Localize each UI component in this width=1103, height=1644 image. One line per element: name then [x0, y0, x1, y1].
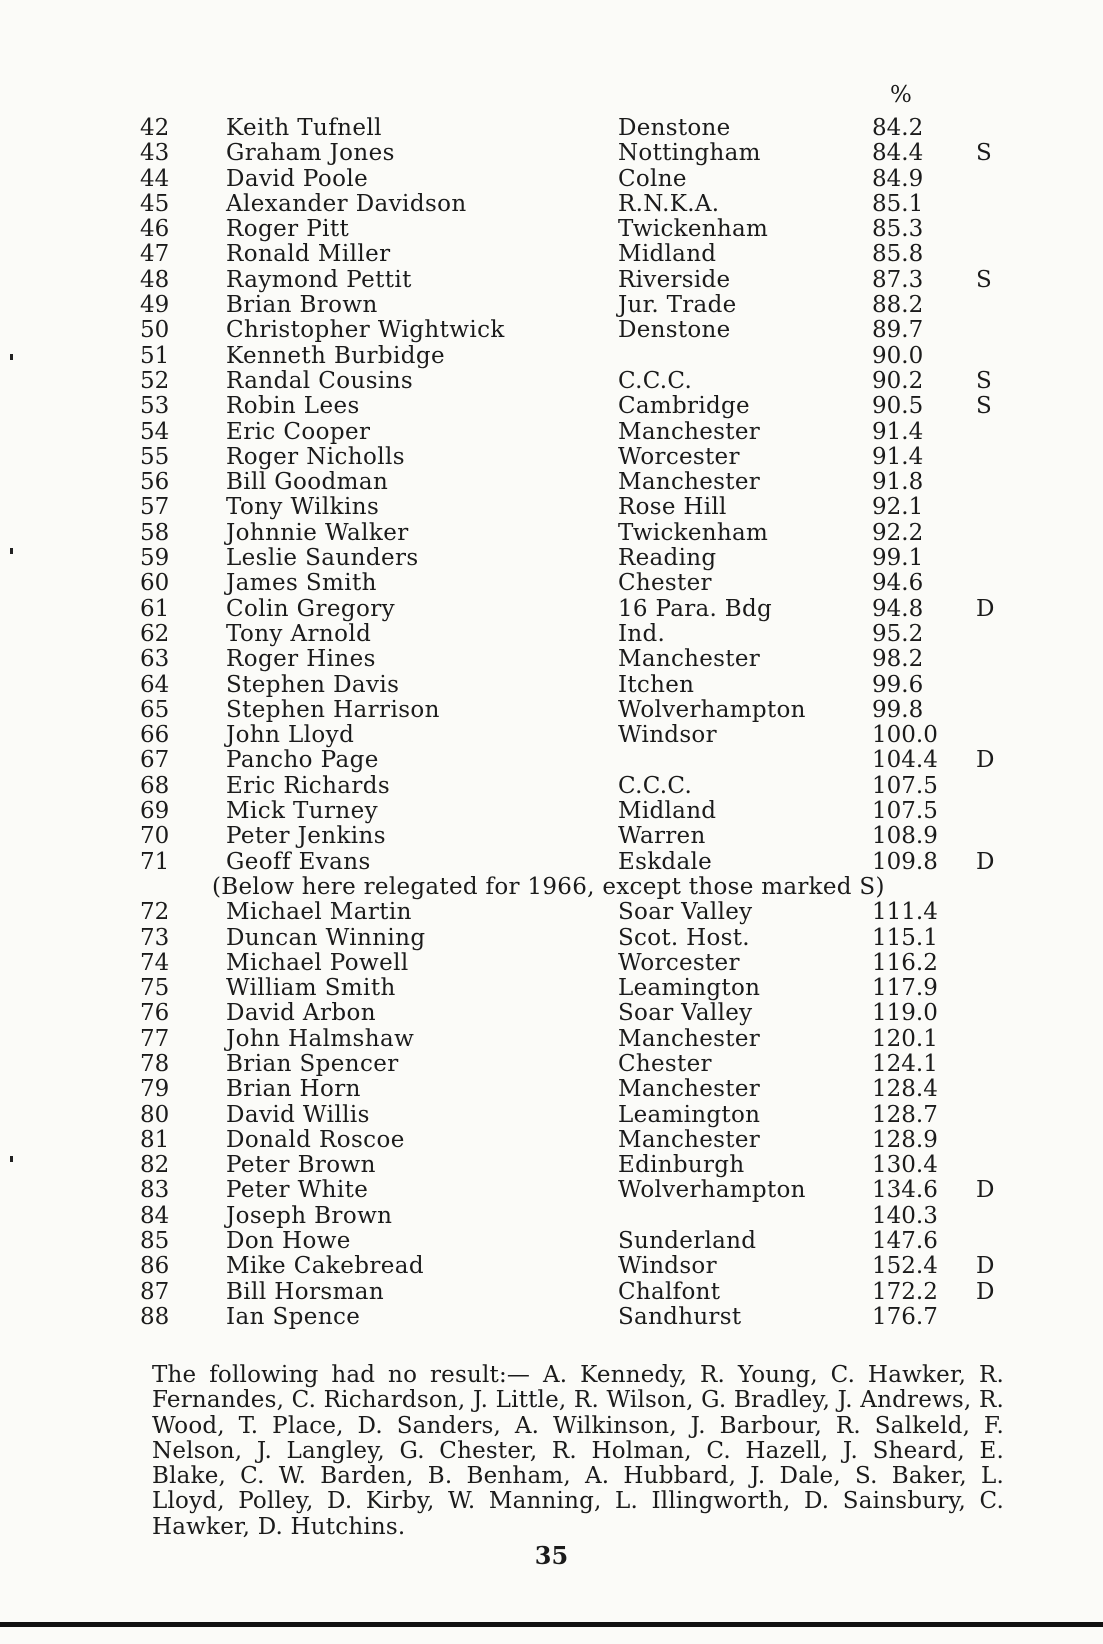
result-row [0, 799, 1103, 824]
competitor-name: Joseph Brown [226, 1202, 393, 1229]
result-row [0, 394, 1103, 419]
club-name: R.N.K.A. [618, 190, 720, 217]
club-name: Rose Hill [618, 494, 727, 521]
score-percent: 109.8 [872, 848, 938, 875]
score-percent: 99.8 [872, 696, 924, 723]
position-number: 81 [140, 1126, 170, 1153]
bottom-rule [0, 1622, 1103, 1627]
position-number: 88 [140, 1303, 170, 1330]
score-percent: 120.1 [872, 1025, 938, 1052]
status-mark: D [976, 1278, 995, 1305]
competitor-name: Mike Cakebread [226, 1253, 424, 1280]
position-number: 52 [140, 367, 170, 394]
position-number: 48 [140, 266, 170, 293]
position-number: 42 [140, 115, 170, 141]
score-percent: 172.2 [872, 1278, 938, 1305]
no-result-paragraph: The following had no result:— A. Kennedy, R. Young, C. Hawker, R. Fernandes, C. Richardson, J. Little, R. Wilson, G. Bradley, J. Andrews, R. Wood, T. Place, D. Sanders, A. Wilkinson, J. Barbour, R. Salkeld, F. Nelson, J. Langley, G. Chester, R. Holman, C. Hazell, J. Sheard, E. Blake, C. W. Barden, B. Benham, A. Hubbard, J. Dale, S. Baker, L. Lloyd, Polley, D. Kirby, W. Manning, L. Illingworth, D. Sainsbury, C. Hawker, D. Hutchins. [152, 1362, 1004, 1540]
position-number: 64 [140, 671, 170, 698]
score-percent: 94.8 [872, 595, 924, 622]
result-row [0, 951, 1103, 976]
score-percent: 134.6 [872, 1177, 938, 1204]
score-percent: 111.4 [872, 899, 938, 926]
club-name: Sandhurst [618, 1303, 742, 1330]
score-percent: 117.9 [872, 975, 938, 1002]
competitor-name: Tony Wilkins [226, 494, 380, 521]
result-row [0, 571, 1103, 596]
club-name: Wolverhampton [618, 696, 806, 723]
result-row [0, 1229, 1103, 1254]
club-name: Manchester [618, 469, 761, 496]
position-number: 82 [140, 1152, 170, 1179]
club-name: Worcester [618, 443, 740, 470]
score-percent: 95.2 [872, 620, 924, 647]
status-mark: D [976, 1177, 995, 1204]
score-percent: 176.7 [872, 1303, 938, 1330]
result-row [0, 242, 1103, 267]
status-mark: S [976, 367, 992, 394]
position-number: 53 [140, 393, 170, 420]
result-row [0, 748, 1103, 773]
club-name: Warren [618, 823, 706, 850]
score-percent: 84.9 [872, 165, 924, 192]
result-row [0, 1254, 1103, 1279]
result-row [0, 369, 1103, 394]
competitor-name: Roger Hines [226, 646, 376, 673]
score-percent: 85.1 [872, 190, 924, 217]
club-name: Nottingham [618, 140, 761, 167]
competitor-name: Bill Horsman [226, 1278, 385, 1305]
competitor-name: Michael Martin [226, 899, 412, 926]
position-number: 51 [140, 342, 170, 369]
club-name: Twickenham [618, 216, 769, 243]
club-name: Midland [618, 241, 717, 268]
club-name: C.C.C. [618, 367, 693, 394]
club-name: Chester [618, 1050, 712, 1077]
result-row [0, 622, 1103, 647]
score-percent: 88.2 [872, 292, 924, 319]
status-mark: D [976, 848, 995, 875]
margin-mark [10, 354, 13, 360]
score-percent: 85.3 [872, 216, 924, 243]
position-number: 74 [140, 949, 170, 976]
club-name: C.C.C. [618, 772, 693, 799]
score-percent: 99.1 [872, 545, 924, 572]
score-percent: 128.9 [872, 1126, 938, 1153]
score-percent: 116.2 [872, 949, 938, 976]
club-name: Reading [618, 545, 717, 572]
position-number: 45 [140, 190, 170, 217]
club-name: Windsor [618, 1253, 717, 1280]
position-number: 87 [140, 1278, 170, 1305]
score-percent: 90.0 [872, 342, 924, 369]
score-percent: 128.4 [872, 1076, 938, 1103]
position-number: 54 [140, 418, 170, 445]
club-name: Wolverhampton [618, 1177, 806, 1204]
competitor-name: Brian Brown [226, 292, 378, 319]
result-row [0, 1077, 1103, 1102]
result-row [0, 192, 1103, 217]
position-number: 70 [140, 823, 170, 850]
result-row [0, 1305, 1103, 1330]
result-row [0, 774, 1103, 799]
position-number: 44 [140, 165, 170, 192]
club-name: Manchester [618, 1126, 761, 1153]
position-number: 79 [140, 1076, 170, 1103]
score-percent: 90.2 [872, 367, 924, 394]
club-name: Denstone [618, 115, 731, 141]
result-row [0, 546, 1103, 571]
position-number: 80 [140, 1101, 170, 1128]
score-percent: 147.6 [872, 1228, 938, 1255]
competitor-name: Alexander Davidson [226, 190, 467, 217]
competitor-name: Michael Powell [226, 949, 409, 976]
score-percent: 98.2 [872, 646, 924, 673]
result-row [0, 673, 1103, 698]
margin-mark [10, 548, 13, 554]
score-percent: 84.2 [872, 115, 924, 141]
position-number: 83 [140, 1177, 170, 1204]
club-name: Itchen [618, 671, 695, 698]
score-percent: 90.5 [872, 393, 924, 420]
position-number: 61 [140, 595, 170, 622]
competitor-name: Ian Spence [226, 1303, 361, 1330]
position-number: 58 [140, 519, 170, 546]
position-number: 50 [140, 317, 170, 344]
score-percent: 92.2 [872, 519, 924, 546]
competitor-name: Stephen Harrison [226, 696, 440, 723]
competitor-name: Brian Spencer [226, 1050, 399, 1077]
result-row [0, 293, 1103, 318]
club-name: Worcester [618, 949, 740, 976]
competitor-name: Roger Pitt [226, 216, 350, 243]
competitor-name: John Halmshaw [226, 1025, 415, 1052]
competitor-name: Tony Arnold [226, 620, 372, 647]
result-row [0, 495, 1103, 520]
score-percent: 94.6 [872, 570, 924, 597]
result-row [0, 470, 1103, 495]
position-number: 43 [140, 140, 170, 167]
competitor-name: Pancho Page [226, 747, 379, 774]
position-number: 66 [140, 722, 170, 749]
margin-mark [10, 1156, 13, 1162]
result-row [0, 420, 1103, 445]
competitor-name: Stephen Davis [226, 671, 400, 698]
score-percent: 87.3 [872, 266, 924, 293]
score-percent: 85.8 [872, 241, 924, 268]
position-number: 56 [140, 469, 170, 496]
club-name: Edinburgh [618, 1152, 745, 1179]
competitor-name: Randal Cousins [226, 367, 414, 394]
score-percent: 107.5 [872, 772, 938, 799]
competitor-name: Duncan Winning [226, 924, 426, 951]
score-percent: 91.4 [872, 443, 924, 470]
competitor-name: Leslie Saunders [226, 545, 419, 572]
result-row [0, 723, 1103, 748]
result-row [0, 1153, 1103, 1178]
competitor-name: John Lloyd [226, 722, 355, 749]
status-mark: D [976, 595, 995, 622]
club-name: Soar Valley [618, 1000, 753, 1027]
result-row [0, 926, 1103, 951]
relegation-note-row [0, 875, 1103, 900]
competitor-name: Eric Richards [226, 772, 391, 799]
score-percent: 91.8 [872, 469, 924, 496]
result-row [0, 141, 1103, 166]
score-percent: 91.4 [872, 418, 924, 445]
score-percent: 119.0 [872, 1000, 938, 1027]
result-row [0, 824, 1103, 849]
score-percent: 107.5 [872, 798, 938, 825]
position-number: 71 [140, 848, 170, 875]
position-number: 63 [140, 646, 170, 673]
position-number: 65 [140, 696, 170, 723]
result-row [0, 647, 1103, 672]
position-number: 69 [140, 798, 170, 825]
competitor-name: Don Howe [226, 1228, 351, 1255]
result-row [0, 1052, 1103, 1077]
score-percent: 140.3 [872, 1202, 938, 1229]
result-row [0, 900, 1103, 925]
relegation-note: (Below here relegated for 1966, except those marked S) [212, 873, 885, 900]
score-percent: 92.1 [872, 494, 924, 521]
club-name: Leamington [618, 1101, 761, 1128]
competitor-name: Graham Jones [226, 140, 395, 167]
position-number: 73 [140, 924, 170, 951]
score-percent: 128.7 [872, 1101, 938, 1128]
percent-column-header: % [890, 82, 912, 108]
result-row [0, 1128, 1103, 1153]
club-name: Cambridge [618, 393, 750, 420]
status-mark: S [976, 266, 992, 293]
results-list [0, 116, 1103, 1330]
score-percent: 99.6 [872, 671, 924, 698]
score-percent: 152.4 [872, 1253, 938, 1280]
position-number: 86 [140, 1253, 170, 1280]
club-name: Manchester [618, 646, 761, 673]
position-number: 62 [140, 620, 170, 647]
competitor-name: Mick Turney [226, 798, 379, 825]
result-row [0, 1204, 1103, 1229]
position-number: 57 [140, 494, 170, 521]
club-name: Chalfont [618, 1278, 721, 1305]
result-row [0, 1280, 1103, 1305]
position-number: 55 [140, 443, 170, 470]
status-mark: D [976, 1253, 995, 1280]
competitor-name: David Willis [226, 1101, 370, 1128]
competitor-name: David Arbon [226, 1000, 376, 1027]
competitor-name: David Poole [226, 165, 369, 192]
competitor-name: James Smith [226, 570, 377, 597]
club-name: Eskdale [618, 848, 713, 875]
score-percent: 108.9 [872, 823, 938, 850]
club-name: Windsor [618, 722, 717, 749]
club-name: Leamington [618, 975, 761, 1002]
score-percent: 124.1 [872, 1050, 938, 1077]
result-row [0, 445, 1103, 470]
competitor-name: Kenneth Burbidge [226, 342, 446, 369]
position-number: 60 [140, 570, 170, 597]
club-name: Manchester [618, 418, 761, 445]
page-number: 35 [534, 1541, 569, 1570]
competitor-name: Raymond Pettit [226, 266, 412, 293]
position-number: 76 [140, 1000, 170, 1027]
club-name: Midland [618, 798, 717, 825]
club-name: Riverside [618, 266, 731, 293]
status-mark: D [976, 747, 995, 774]
competitor-name: William Smith [226, 975, 396, 1002]
score-percent: 100.0 [872, 722, 938, 749]
result-row [0, 976, 1103, 1001]
club-name: Colne [618, 165, 687, 192]
score-percent: 130.4 [872, 1152, 938, 1179]
competitor-name: Roger Nicholls [226, 443, 405, 470]
score-percent: 84.4 [872, 140, 924, 167]
result-row [0, 850, 1103, 875]
competitor-name: Robin Lees [226, 393, 360, 420]
competitor-name: Johnnie Walker [226, 519, 409, 546]
club-name: Twickenham [618, 519, 769, 546]
position-number: 67 [140, 747, 170, 774]
result-row [0, 1103, 1103, 1128]
position-number: 85 [140, 1228, 170, 1255]
competitor-name: Donald Roscoe [226, 1126, 405, 1153]
position-number: 78 [140, 1050, 170, 1077]
club-name: 16 Para. Bdg [618, 595, 773, 622]
result-row [0, 1178, 1103, 1203]
competitor-name: Christopher Wightwick [226, 317, 505, 344]
club-name: Ind. [618, 620, 666, 647]
result-row [0, 116, 1103, 141]
position-number: 75 [140, 975, 170, 1002]
competitor-name: Geoff Evans [226, 848, 371, 875]
club-name: Manchester [618, 1025, 761, 1052]
club-name: Denstone [618, 317, 731, 344]
club-name: Chester [618, 570, 712, 597]
result-row [0, 217, 1103, 242]
club-name: Scot. Host. [618, 924, 750, 951]
club-name: Sunderland [618, 1228, 757, 1255]
result-row [0, 1027, 1103, 1052]
competitor-name: Brian Horn [226, 1076, 361, 1103]
result-row [0, 167, 1103, 192]
score-percent: 115.1 [872, 924, 938, 951]
result-row [0, 521, 1103, 546]
competitor-name: Keith Tufnell [226, 115, 382, 141]
score-percent: 89.7 [872, 317, 924, 344]
competitor-name: Peter Jenkins [226, 823, 386, 850]
position-number: 49 [140, 292, 170, 319]
competitor-name: Colin Gregory [226, 595, 396, 622]
club-name: Manchester [618, 1076, 761, 1103]
competitor-name: Eric Cooper [226, 418, 371, 445]
result-row [0, 698, 1103, 723]
result-row [0, 597, 1103, 622]
position-number: 47 [140, 241, 170, 268]
competitor-name: Peter White [226, 1177, 369, 1204]
score-percent: 104.4 [872, 747, 938, 774]
result-row [0, 1001, 1103, 1026]
status-mark: S [976, 140, 992, 167]
club-name: Soar Valley [618, 899, 753, 926]
status-mark: S [976, 393, 992, 420]
club-name: Jur. Trade [618, 292, 737, 319]
competitor-name: Bill Goodman [226, 469, 389, 496]
position-number: 59 [140, 545, 170, 572]
position-number: 84 [140, 1202, 170, 1229]
result-row [0, 318, 1103, 343]
position-number: 72 [140, 899, 170, 926]
competitor-name: Peter Brown [226, 1152, 376, 1179]
competitor-name: Ronald Miller [226, 241, 391, 268]
position-number: 77 [140, 1025, 170, 1052]
position-number: 68 [140, 772, 170, 799]
position-number: 46 [140, 216, 170, 243]
result-row [0, 344, 1103, 369]
result-row [0, 268, 1103, 293]
